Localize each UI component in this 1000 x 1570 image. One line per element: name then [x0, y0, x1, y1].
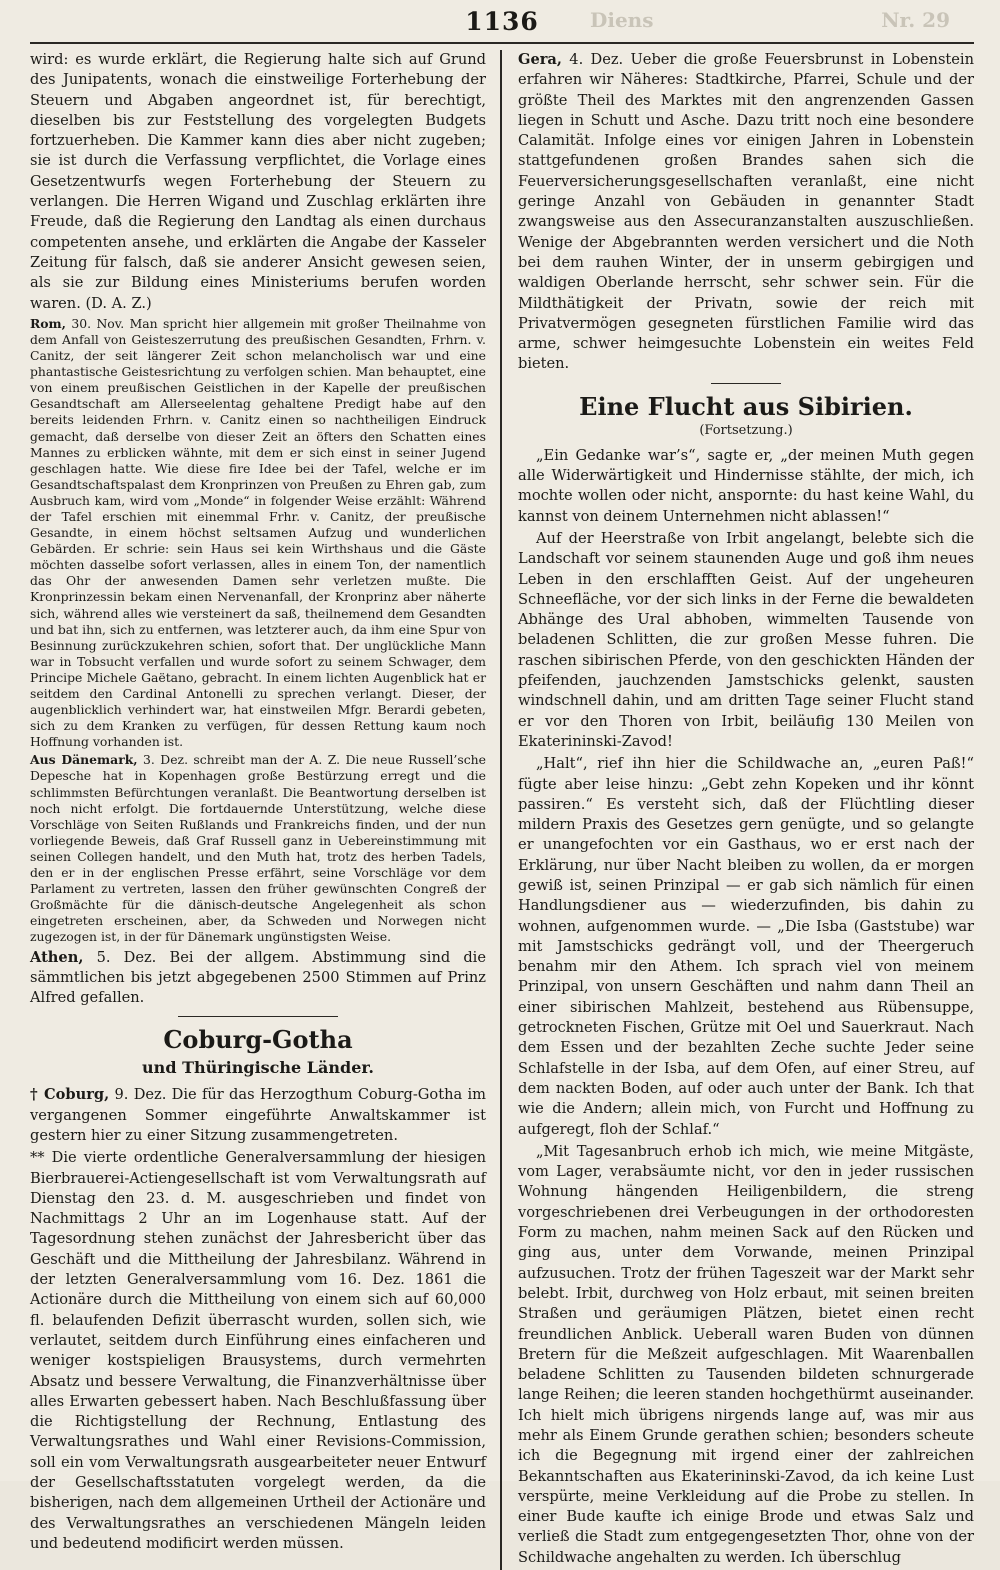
dateline-athen: Athen,	[30, 948, 84, 966]
feuilleton-title: Eine Flucht aus Sibirien.	[579, 391, 913, 421]
article-daenemark	[30, 752, 486, 945]
article-bierbrauerei: ** Die vierte ordentliche Generalversammlung der hiesigen Bierbrauerei-Actiengesellschaft ist vom Verwaltungsrath auf Dienstag den 23. d. M. ausgeschrieben und findet von Nachmittags 2 Uhr an im Logenhause statt. Auf der Tagesordnung stehen zunächst der Jahresbericht über das Geschäft und die Mittheilung der Jahresbilanz. Während in der letzten Generalversammlung vom 16. Dez. 1861 die Actionäre durch die Mittheilung von einem sich auf 60,000 fl. belaufenden Defizit überrascht wurden, sollen sich, wie verlautet, seitdem durch Einführung eines einfacheren und weniger kostspieligen Brausystems, durch vermehrten Absatz und bessere Verwaltung, die Finanzverhältnisse über alles Erwarten gebessert haben. Nach Beschlußfassung über die Richtigstellung der Rechnung, Entlastung des Verwaltungsrathes und Wahl einer Revisions-Commission, soll ein vom Verwaltungsrath ausgearbeiteter neuer Entwurf der Gesellschaftsstatuten vorgelegt werden, da die bisherigen, nach dem allgemeinen Urtheil der Actionäre und des Verwaltungsrathes an verschiedenen Mängeln leiden und bedeutend modificirt werden müssen.	[30, 1149, 486, 1552]
article-rom	[30, 316, 486, 751]
article-daenemark-text: 3. Dez. schreibt man der A. Z. Die neue Russell’sche Depesche hat in Kopenhagen große Bestürzung erregt und die schlimmsten Befürchtungen veranlaßt. Die Beantwortung derselben ist noch nicht erfolgt. Die fortdauernde Unterstützung, welche diese Vorschläge von Seiten Rußlands und Frankreichs finden, und der nun vorliegende Beweis, daß Graf Russell ganz in Uebereinstimmung mit seinen Collegen handelt, und den Muth hat, trotz des herben Tadels, den er in der englischen Presse erfährt, seine Vorschläge vor dem Parlament zu vertreten, lassen den früher gewünschten Congreß der Großmächte für die dänisch-deutsche Angelegenheit als schon eingetreten erscheinen, aber, da Schweden und Norwegen nicht zugezogen ist, in der für Dänemark ungünstigsten Weise.	[30, 752, 486, 945]
section-divider	[711, 383, 781, 384]
story-paragraph: Auf der Heerstraße von Irbit angelangt, belebte sich die Landschaft vor seinem staunenden Auge und goß ihm neues Leben in den erschlafften Geist. Auf der ungeheuren Schneefläche, vor der sich links in der Ferne die bewaldeten Abhänge des Ural abhoben, wimmelten Tausende von beladenen Schlitten, die zur großen Messe fuhren. Die raschen sibirischen Pferde, von den geschickten Händen der pfeifenden, jauchzenden Jamstschicks gelenkt, sausten windschnell dahin, und am dritten Tage seiner Flucht stand er vor den Thoren von Irbit, beiläufig 130 Meilen von Ekaterininski-Zavod!	[518, 529, 974, 750]
article-athen-text: 5. Dez. Bei der allgem. Abstimmung sind die sämmtlichen bis jetzt abgegebenen 2500 Stimmen auf Prinz Alfred gefallen.	[30, 948, 486, 1007]
story-paragraph: „Halt“, rief ihn hier die Schildwache an, „euren Paß!“ fügte aber leise hinzu: „Gebt zehn Kopeken und ihr könnt passiren.“ Es versteht sich, daß der Flüchtling dieser mildern Praxis des Gesetzes gern genügte, und so gelangte er unangefochten vor ein Gasthaus, wo er erst nach der Erklärung, nur über Nacht bleiben zu wollen, da er morgen gewiß ist, seinen Prinzipal — er gab sich nämlich für einen Handlungsdiener aus — wiederzufinden, bis dahin zu wohnen, aufgenommen wurde. — „Die Isba (Gaststube) war mit Jamstschicks gedrängt voll, und der Theergeruch benahm mir den Athem. Ich sprach viel von meinem Prinzipal, von unsern Geschäften und nahm dann Theil an einer sibirischen Mahlzeit, bestehend aus Rübensuppe, getrockneten Fischen, Grütze mit Oel und Sauerkraut. Nach dem Essen und der bezahlten Zeche suchte Jeder seine Schlafstelle in der Isba, auf dem Ofen, auf einer Streu, auf dem nackten Boden, auf oder auch unter der Bank. Ich that wie die Andern; allein mich, von Furcht und Hoffnung zu aufgeregt, floh der Schlaf.“	[518, 755, 974, 1138]
dateline-coburg: † Coburg,	[30, 1086, 110, 1104]
dateline-daenemark: Aus Dänemark,	[30, 752, 138, 768]
continuation-note: (Fortsetzung.)	[699, 422, 793, 438]
bleed-through-left: Diens	[590, 8, 654, 32]
article-gera	[518, 50, 974, 375]
bleed-through-right: Nr. 29	[881, 8, 950, 32]
left-column	[30, 50, 502, 1570]
article-coburg-text: 9. Dez. Die für das Herzogthum Coburg-Gotha im vergangenen Sommer eingeführte Anwaltskammer ist gestern hier zu einer Sitzung zusammengetreten.	[30, 1086, 486, 1144]
article-gera-text: 4. Dez. Ueber die große Feuersbrunst in Lobenstein erfahren wir Näheres: Stadtkirche, Pfarrei, Schule und der größte Theil des Marktes mit den angrenzenden Gassen liegen in Schutt und Asche. Dazu tritt noch eine besondere Calamität. Infolge eines vor einigen Jahren in Lobenstein stattgefundenen großen Brandes sahen sich die Feuerversicherungsgesellschaften veranlaßt, eine nicht geringe Anzahl von Gebäuden in genannter Stadt zwangsweise aus den Assecuranzanstalten auszuschließen. Wenige der Abgebrannten werden versichert und die Noth bei dem rauhen Winter, der in unserm gebirgigen und waldigen Oberlande herrscht, sehr schwer sein. Für die Mildthätigkeit der Privatn, sowie der reich mit Privatvermögen gesegneten fürstlichen Familie wird das arme, schwer heimgesuchte Lobenstein ein weites Feld bieten.	[518, 51, 974, 373]
dateline-rom: Rom,	[30, 315, 66, 331]
section-divider	[178, 1016, 338, 1017]
article-hessen-continued: wird: es wurde erklärt, die Regierung halte sich auf Grund des Junipatents, wonach die einstweilige Forterhebung der Steuern und Abgaben angeordnet ist, für berechtigt, dieselben bis zur Feststellung des vorgelegten Budgets fortzuerheben. Die Kammer kann dies aber nicht zugeben; sie ist durch die Verfassung verpflichtet, die Vorlage eines Gesetzentwurfs wegen Forterhebung der Steuern zu verlangen. Die Herren Wigand und Zuschlag erklärten ihre Freude, daß die Regierung den Landtag als einen durchaus competenten ansehe, und erklärten die Angabe der Kasseler Zeitung für falsch, daß sie anderer Ansicht gewesen seien, als sie zur Bildung eines Ministeriums berufen worden waren. (D. A. Z.)	[30, 51, 486, 312]
right-column	[502, 50, 974, 1570]
story-paragraph: „Mit Tagesanbruch erhob ich mich, wie meine Mitgäste, vom Lager, verabsäumte nicht, vor den in jeder russischen Wohnung hängenden Heiligenbildern, die streng vorgeschriebenen drei Verbeugungen in der orthodoresten Form zu machen, nahm meinen Sack auf den Rücken und ging aus, unter dem Vorwande, meinen Prinzipal aufzusuchen. Trotz der frühen Tageszeit war der Markt sehr belebt. Irbit, durchweg von Holz erbaut, mit seinen breiten Straßen und geräumigen Plätzen, bietet einen recht freundlichen Anblick. Ueberall waren Buden von dünnen Bretern für die Meßzeit aufgeschlagen. Mit Waarenballen beladene Schlitten zu Tausenden bildeten schnurgerade lange Reihen; die leeren standen hochgethürmt auseinander. Ich hielt mich übrigens nirgends lange auf, was mir aus mehr als Einem Grunde gerathen schien; besonders scheute ich die Begegnung mit irgend einer der zahlreichen Bekanntschaften aus Ekaterininski-Zavod, da ich keine Lust verspürte, meine Verkleidung auf die Probe zu stellen. In einer Bude kaufte ich einige Brode und etwas Salz und verließ die Stadt zum entgegengesetzten Thor, ohne von der Schildwache angehalten zu werden. Ich überschlug	[518, 1142, 974, 1566]
article-coburg	[30, 1085, 486, 1146]
story-paragraph: „Ein Gedanke war’s“, sagte er, „der meinen Muth gegen alle Widerwärtigkeit und Hindernisse stählte, der mich, ich mochte wollen oder nicht, anspornte: du hast keine Wahl, du kannst von deinem Unternehmen nicht ablassen!“	[518, 446, 974, 525]
page-header	[30, 0, 974, 44]
page-number: 1136	[465, 6, 539, 36]
section-heading-coburg-gotha: Coburg-Gotha	[163, 1025, 353, 1055]
article-rom-text: 30. Nov. Man spricht hier allgemein mit großer Theilnahme von dem Anfall von Geisteszerrutung des preußischen Gesandten, Frhrn. v. Canitz, der seit längerer Zeit schon melancholisch war und eine phantastische Geistesrichtung zu verfolgen schien. Man behauptet, eine von einem preußischen Geistlichen in der Kapelle der preußischen Gesandtschaft am Allerseelentag gehaltene Predigt habe auf den bereits leidenden Frhrn. v. Canitz einen so nachtheiligen Eindruck gemacht, daß derselbe von dieser Zeit an öfters den Schatten eines Mannes zu erblicken wähnte, mit dem er sich einst in seiner Jugend geschlagen hatte. Wie diese fire Idee bei der Tafel, welche er im Gesandtschaftspalast dem Kronprinzen von Preußen zu Ehren gab, zum Ausbruch kam, wird vom „Monde“ in folgender Weise erzählt: Während der Tafel erschien mit einemmal Frhr. v. Canitz, der preußische Gesandte, in einem höchst seltsamen Aufzug und wunderlichen Gebärden. Er schrie: sein Haus sei kein Wirthshaus und die Gäste möchten dasselbe sofort verlassen, alles in einem Ton, der namentlich das Ohr der anwesenden Damen sehr verletzen mußte. Die Kronprinzessin bekam einen Nervenanfall, der Kronprinz aber näherte sich, während alles wie versteinert da saß, theilnemend dem Gesandten und bat ihn, sich zu entfernen, was letzterer auch, da ihm eine Spur von Besinnung zurückzukehren schien, sofort that. Der unglückliche Mann war in Tobsucht verfallen und wurde sofort zu seinem Schwager, dem Principe Michele Gaëtano, gebracht. In einem lichten Augenblick hat er seitdem den Cardinal Antonelli zu sprechen verlangt. Dieser, der augenblicklich verhindert war, hat einstweilen Mfgr. Berardi gebeten, sich zu dem Kranken zu verfügen, für dessen Rettung kaum noch Hoffnung vorhanden ist.	[30, 315, 486, 750]
dateline-gera: Gera,	[518, 51, 562, 68]
columns	[30, 50, 974, 1570]
article-athen	[30, 948, 486, 1009]
section-subheading: und Thüringische Länder.	[142, 1058, 374, 1078]
